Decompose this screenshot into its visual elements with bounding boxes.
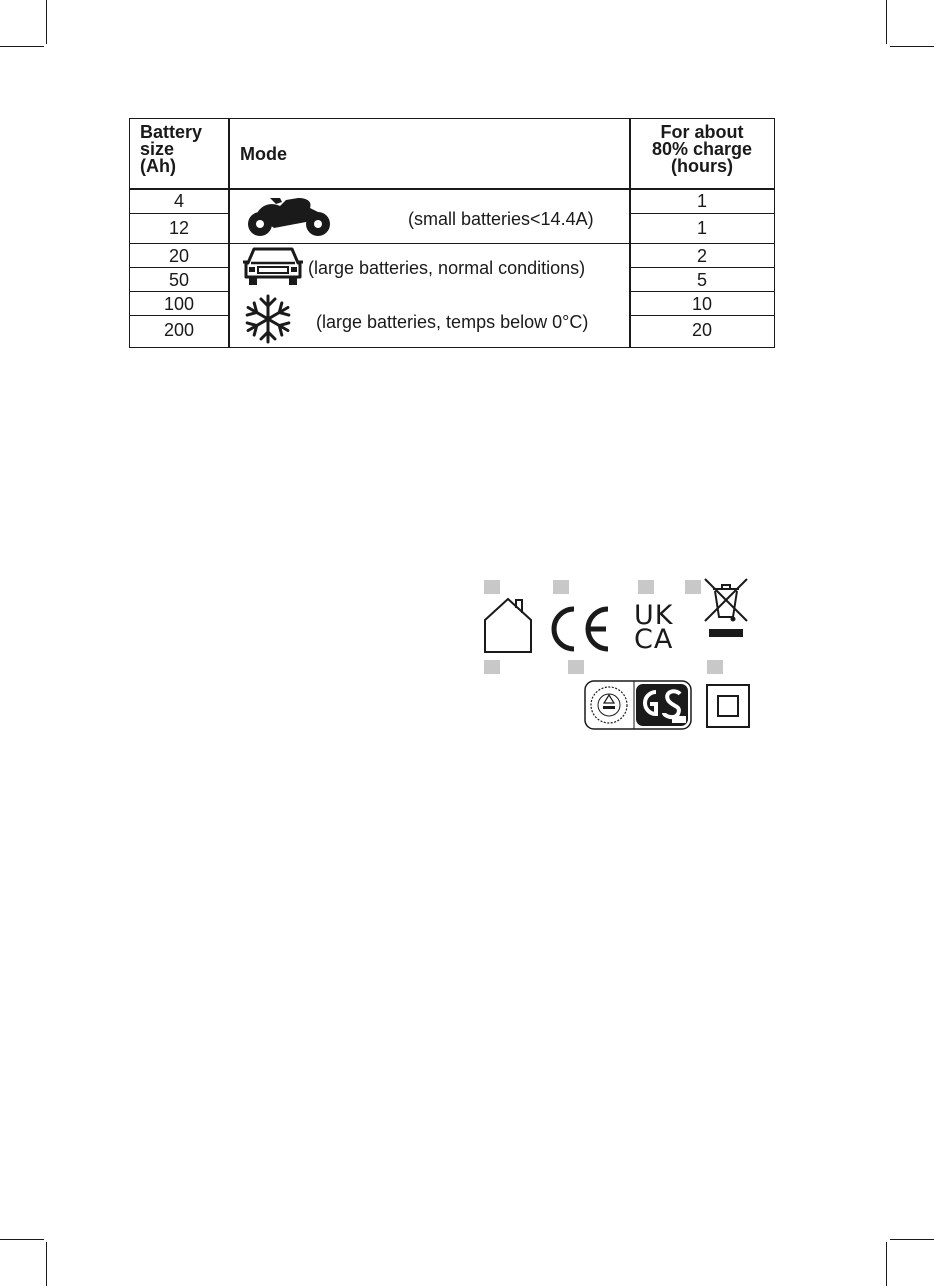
mode-motorcycle-label: (small batteries<14.4A) — [408, 209, 594, 229]
placeholder-square — [707, 660, 723, 674]
weee-bin-icon — [703, 577, 749, 641]
charge-hours-cell: 10 — [691, 294, 713, 314]
battery-size-cell: 200 — [163, 320, 195, 340]
crop-mark — [46, 1242, 47, 1286]
crop-mark — [886, 0, 887, 44]
charge-time-table — [129, 118, 775, 348]
crop-mark — [0, 46, 44, 47]
battery-size-cell: 100 — [163, 294, 195, 314]
header-battery-size: Battery size (Ah) — [140, 122, 203, 176]
ce-mark-icon — [548, 605, 614, 653]
charge-hours-cell: 20 — [691, 320, 713, 340]
ukca-mark-icon: UK CA — [634, 600, 674, 655]
battery-size-cell: 50 — [168, 270, 190, 290]
crop-mark — [0, 1239, 44, 1240]
charge-hours-cell: 1 — [696, 218, 707, 238]
battery-size-cell: 12 — [168, 218, 190, 238]
crop-mark — [890, 46, 934, 47]
snowflake-icon — [244, 293, 292, 345]
header-mode: Mode — [240, 144, 287, 164]
crop-mark — [890, 1239, 934, 1240]
placeholder-square — [638, 580, 654, 594]
placeholder-square — [568, 660, 584, 674]
crop-mark — [886, 1242, 887, 1286]
placeholder-square — [484, 660, 500, 674]
placeholder-square — [685, 580, 701, 594]
battery-size-cell: 4 — [173, 191, 184, 211]
charge-hours-cell: 1 — [696, 191, 707, 211]
crop-mark — [46, 0, 47, 44]
car-icon — [242, 245, 304, 287]
class-ii-icon — [706, 684, 750, 728]
mode-car-label: (large batteries, normal conditions) — [308, 258, 586, 278]
charge-hours-cell: 5 — [696, 270, 707, 290]
mode-snowflake-label: (large batteries, temps below 0°C) — [316, 312, 589, 332]
indoor-use-icon — [482, 596, 534, 654]
motorcycle-icon — [246, 192, 332, 238]
tuv-gs-mark-icon — [584, 680, 692, 730]
placeholder-square — [553, 580, 569, 594]
battery-size-cell: 20 — [168, 246, 190, 266]
header-charge-hours: For about 80% charge (hours) — [651, 122, 753, 176]
charge-hours-cell: 2 — [696, 246, 707, 266]
placeholder-square — [484, 580, 500, 594]
